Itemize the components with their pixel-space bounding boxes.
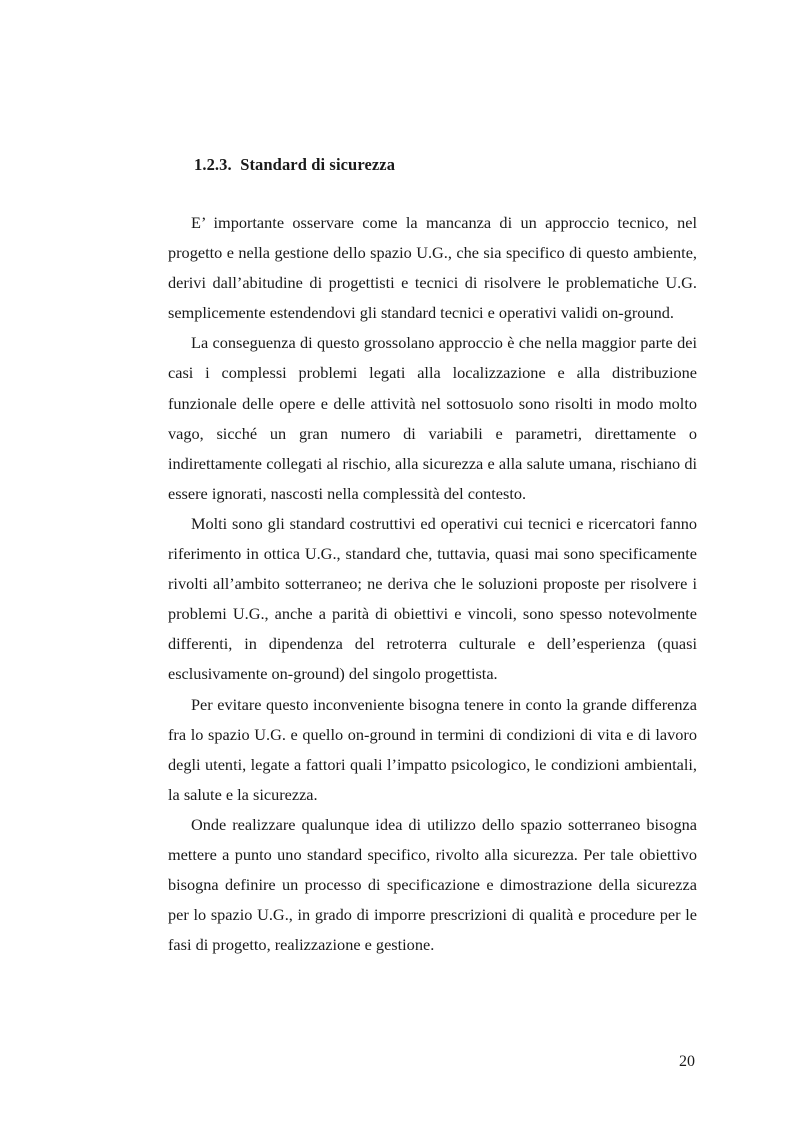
body-text [168, 208, 697, 960]
section-number: 1.2.3. [194, 155, 232, 174]
paragraph-5: Onde realizzare qualunque idea di utilizzo dello spazio sotterraneo bisogna mettere a punto uno standard specifico, rivolto alla sicurezza. Per tale obiettivo bisogna definire un processo di specificazione e dimostrazione della sicurezza per lo spazio U.G., in grado di imporre prescrizioni di qualità e procedure per le fasi di progetto, realizzazione e gestione. [168, 814, 697, 955]
paragraph-3: Molti sono gli standard costruttivi ed operativi cui tecnici e ricercatori fanno riferimento in ottica U.G., standard che, tuttavia, quasi mai sono specificamente rivolti all’ambito sotterraneo; ne deriva che le soluzioni proposte per risolvere i problemi U.G., anche a parità di obiettivi e vincoli, sono spesso notevolmente differenti, in dipendenza del retroterra culturale e dell’esperienza (quasi esclusivamente on-ground) del singolo progettista. [168, 513, 697, 684]
page-number: 20 [679, 1053, 695, 1070]
paragraph-1: E’ importante osservare come la mancanza di un approccio tecnico, nel progetto e nella gestione dello spazio U.G., che sia specifico di questo ambiente, derivi dall’abitudine di progettisti e tecnici di risolvere le problematiche U.G. semplicemente estendendovi gli standard tecnici e operativi validi on-ground. [168, 213, 697, 323]
paragraph-4: Per evitare questo inconveniente bisogna tenere in conto la grande differenza fra lo spazio U.G. e quello on-ground in termini di condizioni di vita e di lavoro degli utenti, legate a fattori quali l’impatto psicologico, le condizioni ambientali, la salute e la sicurezza. [168, 694, 697, 804]
section-heading [194, 155, 395, 175]
paragraph-2: La conseguenza di questo grossolano approccio è che nella maggior parte dei casi i complessi problemi legati alla localizzazione e alla distribuzione funzionale delle opere e delle attività nel sottosuolo sono risolti in modo molto vago, sicché un gran numero di variabili e parametri, direttamente o indirettamente collegati al rischio, alla sicurezza e alla salute umana, rischiano di essere ignorati, nascosti nella complessità del contesto. [168, 333, 697, 503]
section-title: Standard di sicurezza [240, 155, 396, 174]
